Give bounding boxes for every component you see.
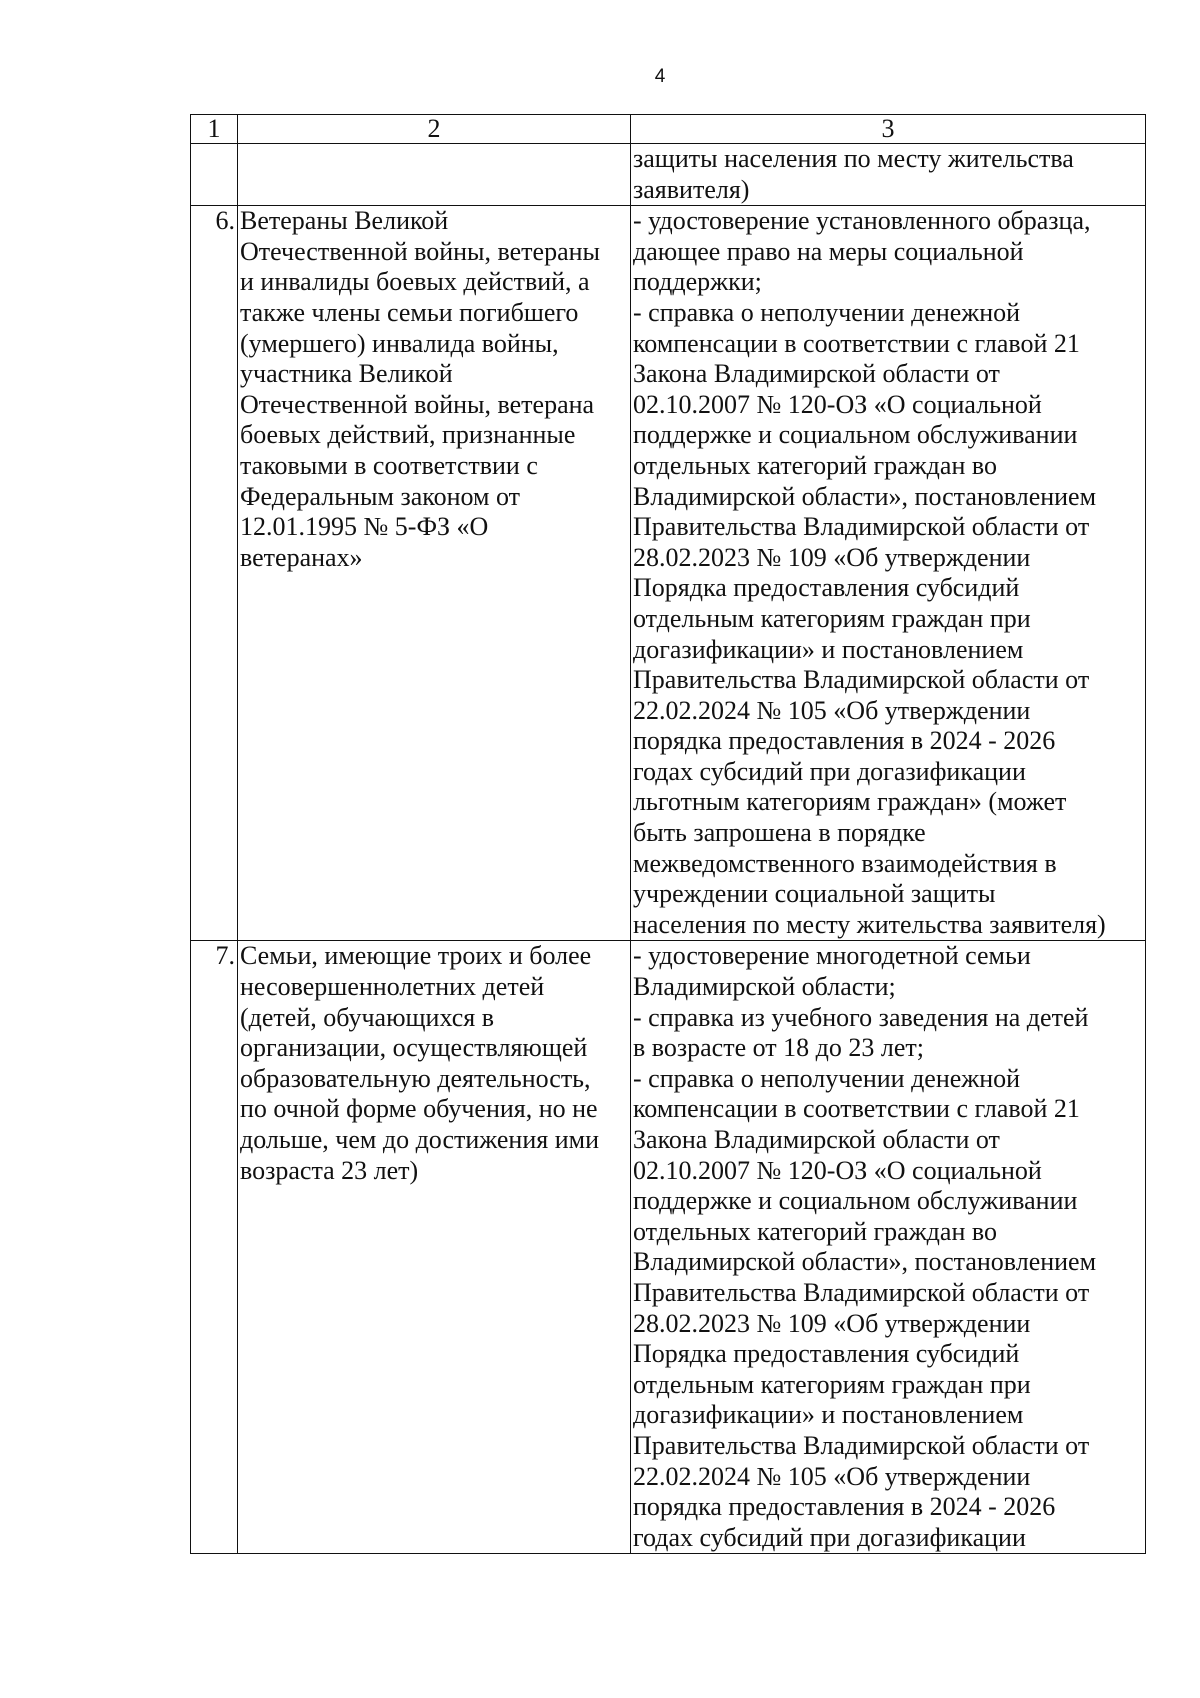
document-line: отдельным категориям граждан при xyxy=(633,1369,1031,1399)
category-line: (детей, обучающихся в xyxy=(240,1002,494,1032)
category-cell xyxy=(238,941,631,1554)
document-line: - справка о неполучении денежной xyxy=(633,297,1021,327)
document-line: Правительства Владимирской области от xyxy=(633,1430,1090,1460)
category-line: образовательную деятельность, xyxy=(240,1063,591,1093)
page-number: 4 xyxy=(654,66,666,87)
document-line: отдельных категорий граждан во xyxy=(633,450,997,480)
document-line: Правительства Владимирской области от xyxy=(633,512,1090,542)
document-line: порядка предоставления в 2024 - 2026 xyxy=(633,1492,1056,1522)
category-line: ветеранах» xyxy=(240,542,363,572)
document-line: - удостоверение установленного образца, xyxy=(633,206,1091,236)
documents-cell xyxy=(631,941,1146,1554)
document-line: Правительства Владимирской области от xyxy=(633,1277,1090,1307)
category-line: несовершеннолетних детей xyxy=(240,972,545,1002)
category-line: дольше, чем до достижения ими xyxy=(240,1125,599,1154)
continuation-documents-cell xyxy=(631,144,1146,206)
category-line: организации, осуществляющей xyxy=(240,1033,588,1063)
document-line: - справка о неполучении денежной xyxy=(633,1063,1021,1093)
category-line: Семьи, имеющие троих и более xyxy=(240,941,592,971)
table-row-6 xyxy=(191,206,1146,941)
document-table xyxy=(190,114,1146,1554)
table-row-7 xyxy=(191,941,1146,1554)
document-line: защиты населения по месту жительства xyxy=(633,144,1074,173)
document-line: поддержке и социальном обслуживании xyxy=(633,420,1078,450)
document-line: компенсации в соответствии с главой 21 xyxy=(633,1094,1080,1124)
document-line: 28.02.2023 № 109 «Об утверждении xyxy=(633,1308,1031,1338)
document-line: Закона Владимирской области от xyxy=(633,359,1000,389)
document-line: поддержке и социальном обслуживании xyxy=(633,1186,1078,1216)
document-line: Порядка предоставления субсидий xyxy=(633,573,1020,603)
category-line: (умершего) инвалида войны, xyxy=(240,328,559,358)
document-line: - удостоверение многодетной семьи xyxy=(633,941,1031,971)
category-cell xyxy=(238,206,631,941)
document-line: учреждении социальной защиты xyxy=(633,879,996,909)
category-line: также члены семьи погибшего xyxy=(240,297,579,327)
document-line: в возрасте от 18 до 23 лет; xyxy=(633,1033,924,1063)
document-line: 02.10.2007 № 120-ОЗ «О социальной xyxy=(633,1155,1042,1185)
document-line: льготным категориям граждан» (может xyxy=(633,787,1067,817)
category-line: боевых действий, признанные xyxy=(240,420,576,450)
category-line: Федеральным законом от xyxy=(240,481,520,511)
header-col-1: 1 xyxy=(191,115,238,144)
document-line: 22.02.2024 № 105 «Об утверждении xyxy=(633,1461,1031,1491)
document-line: отдельным категориям граждан при xyxy=(633,603,1031,633)
document-line: Закона Владимирской области от xyxy=(633,1125,1000,1154)
category-line: по очной форме обучения, но не xyxy=(240,1094,598,1124)
document-line: Порядка предоставления субсидий xyxy=(633,1339,1020,1369)
document-line: отдельных категорий граждан во xyxy=(633,1216,997,1246)
document-line: дающее право на меры социальной xyxy=(633,236,1024,266)
document-line: Владимирской области», постановлением xyxy=(633,481,1097,511)
category-line: Отечественной войны, ветерана xyxy=(240,389,595,419)
category-line: возраста 23 лет) xyxy=(240,1155,419,1185)
document-line: Правительства Владимирской области от xyxy=(633,665,1090,695)
row-number: 6. xyxy=(191,206,238,941)
document-line: Владимирской области», постановлением xyxy=(633,1247,1097,1277)
header-col-2: 2 xyxy=(238,115,631,144)
document-line: быть запрошена в порядке xyxy=(633,818,926,848)
document-line: заявителя) xyxy=(633,174,750,204)
continuation-num-cell xyxy=(191,144,238,206)
document-line: 28.02.2023 № 109 «Об утверждении xyxy=(633,542,1031,572)
category-line: 12.01.1995 № 5-ФЗ «О xyxy=(240,512,489,542)
document-line: - справка из учебного заведения на детей xyxy=(633,1002,1089,1032)
document-line: Владимирской области; xyxy=(633,972,896,1002)
document-line: поддержки; xyxy=(633,267,762,297)
document-line: годах субсидий при догазификации xyxy=(633,1522,1026,1552)
category-line: участника Великой xyxy=(240,359,453,389)
continuation-category-cell xyxy=(238,144,631,206)
document-line: межведомственного взаимодействия в xyxy=(633,848,1057,878)
document-line: 02.10.2007 № 120-ОЗ «О социальной xyxy=(633,389,1042,419)
document-line: догазификации» и постановлением xyxy=(633,1400,1024,1430)
document-line: 22.02.2024 № 105 «Об утверждении xyxy=(633,695,1031,725)
document-line: годах субсидий при догазификации xyxy=(633,756,1026,786)
document-line: населения по месту жительства заявителя) xyxy=(633,909,1106,939)
documents-cell xyxy=(631,206,1146,941)
table-header-row xyxy=(191,115,1146,144)
category-line: таковыми в соответствии с xyxy=(240,450,538,480)
category-line: Ветераны Великой xyxy=(240,206,449,236)
category-line: Отечественной войны, ветераны xyxy=(240,236,600,266)
category-line: и инвалиды боевых действий, а xyxy=(240,267,590,297)
continuation-row xyxy=(191,144,1146,206)
document-line: догазификации» и постановлением xyxy=(633,634,1024,664)
document-line: компенсации в соответствии с главой 21 xyxy=(633,328,1080,358)
document-line: порядка предоставления в 2024 - 2026 xyxy=(633,726,1056,756)
row-number: 7. xyxy=(191,941,238,1554)
header-col-3: 3 xyxy=(631,115,1146,144)
